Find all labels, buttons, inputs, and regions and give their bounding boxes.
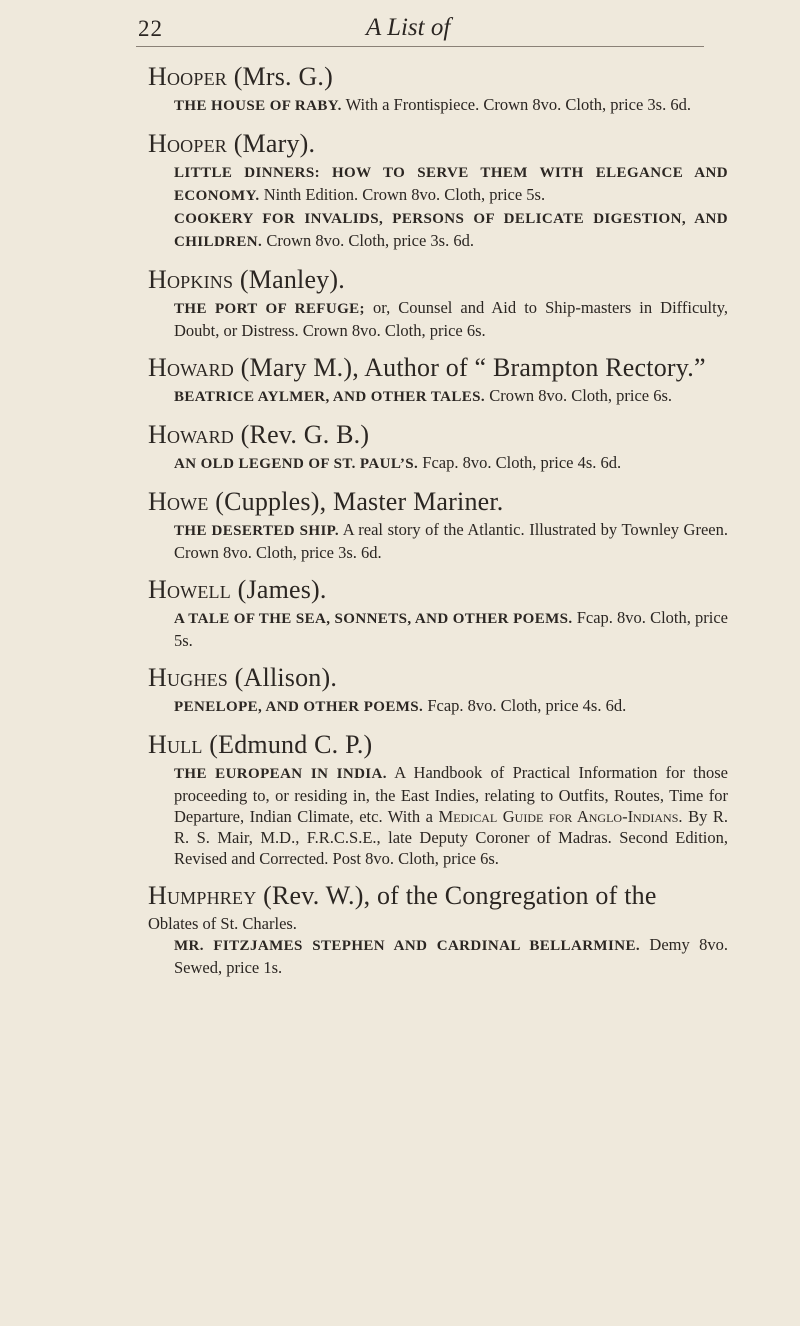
entry-hooper-mrs-g: [148, 60, 728, 117]
entry-humphrey: [148, 879, 728, 978]
author-name: Howell: [148, 575, 231, 604]
author-heading: [148, 485, 728, 519]
author-heading: [148, 418, 728, 452]
book-title: THE DESERTED SHIP.: [174, 523, 340, 539]
book-listing: [174, 762, 728, 869]
author-heading: [148, 351, 728, 385]
book-title: AN OLD LEGEND OF ST. PAUL’S.: [174, 456, 419, 472]
book-listing: [174, 207, 728, 253]
book-listing: [174, 452, 728, 475]
author-heading: [148, 728, 728, 762]
book-details: Demy 8vo. Sewed, price 1s.: [174, 935, 728, 977]
book-listing: [174, 385, 728, 408]
author-qualifier: (Cupples), Master Mariner.: [208, 487, 504, 516]
author-name: Hooper: [148, 62, 227, 91]
book-listing: [174, 519, 728, 563]
book-details: Fcap. 8vo. Cloth, price 4s. 6d.: [423, 696, 627, 715]
author-name: Hughes: [148, 663, 228, 692]
author-name: Hooper: [148, 129, 227, 158]
book-listing: [174, 695, 728, 718]
guide-title: Medical Guide for Anglo-Indians.: [438, 807, 683, 826]
author-heading: [148, 573, 728, 607]
book-title: BEATRICE AYLMER, AND OTHER TALES.: [174, 389, 486, 405]
entry-howard-mary: [148, 351, 728, 408]
author-qualifier: (Edmund C. P.): [202, 730, 373, 759]
book-details: Crown 8vo. Cloth, price 3s. 6d.: [262, 231, 474, 250]
author-qualifier: (James).: [230, 575, 327, 604]
book-title: PENELOPE, AND OTHER POEMS.: [174, 699, 424, 715]
book-listing: [174, 94, 728, 117]
running-title: A List of: [366, 14, 451, 41]
book-details: A real story of the Atlantic. Illustrated by Townley Green. Crown 8vo. Cloth, price 3s. 6d.: [174, 520, 728, 562]
book-details: Fcap. 8vo. Cloth, price 5s.: [174, 608, 728, 650]
entry-howard-rev: [148, 418, 728, 475]
author-heading: [148, 661, 728, 695]
book-listing: [174, 607, 728, 651]
book-details: Ninth Edition. Crown 8vo. Cloth, price 5s.: [259, 185, 546, 204]
entry-hughes: [148, 661, 728, 718]
book-title: A TALE OF THE SEA, SONNETS, AND OTHER POEMS.: [174, 611, 573, 627]
author-heading: [148, 879, 728, 913]
author-name: Hopkins: [148, 265, 234, 294]
author-heading: [148, 127, 728, 161]
running-head: [136, 10, 704, 47]
author-heading: [148, 60, 728, 94]
author-qualifier: (Rev. G. B.): [233, 420, 370, 449]
author-name: Hull: [148, 730, 203, 759]
book-title: LITTLE DINNERS: HOW TO SERVE THEM WITH ELEGANCE AND ECONOMY.: [174, 165, 728, 204]
author-qualifier: (Mary).: [227, 129, 316, 158]
book-listing: [174, 934, 728, 978]
author-name: Humphrey: [148, 881, 257, 910]
book-title: THE HOUSE OF RABY.: [174, 98, 342, 114]
author-name: Howard: [148, 420, 234, 449]
author-name: Howe: [148, 487, 209, 516]
book-details: With a Frontispiece. Crown 8vo. Cloth, price 3s. 6d.: [341, 95, 691, 114]
entry-howell: [148, 573, 728, 651]
catalogue-entries: [148, 60, 728, 988]
entry-hooper-mary: [148, 127, 728, 253]
book-title: THE EUROPEAN IN INDIA.: [174, 766, 387, 782]
author-qualifier: (Mrs. G.): [227, 62, 333, 91]
book-title: COOKERY FOR INVALIDS, PERSONS OF DELICATE DIGESTION, AND CHILDREN.: [174, 211, 728, 250]
author-qualifier: (Manley).: [233, 265, 345, 294]
entry-hull: [148, 728, 728, 869]
book-title: THE PORT OF REFUGE;: [174, 301, 365, 317]
book-details-continued: By R. R. S. Mair, M.D., F.R.C.S.E., late Deputy Coroner of Madras. Second Edition, Revised and Corrected. Post 8vo. Cloth, price 6s.: [174, 807, 728, 868]
entry-howe: [148, 485, 728, 563]
author-qualifier: (Rev. W.), of the Congregation of the: [256, 881, 657, 910]
book-listing: [174, 297, 728, 341]
author-subline: Oblates of St. Charles.: [148, 914, 297, 933]
book-details: Fcap. 8vo. Cloth, price 4s. 6d.: [418, 453, 622, 472]
entry-hopkins: [148, 263, 728, 341]
book-title: MR. FITZJAMES STEPHEN AND CARDINAL BELLARMINE.: [174, 938, 641, 954]
book-details: A Handbook of Practical Information for those proceeding to, or residing in, the East Indies, relating to Outfits, Routes, Time for Departure, Indian Climate, etc. With a: [174, 763, 728, 826]
author-name: Howard: [148, 353, 234, 382]
book-details: or, Counsel and Aid to Ship-masters in Difficulty, Doubt, or Distress. Crown 8vo. Cloth, price 6s.: [174, 298, 729, 340]
book-details: Crown 8vo. Cloth, price 6s.: [485, 386, 673, 405]
page-number: 22: [138, 16, 163, 41]
book-listing: [174, 161, 728, 207]
author-qualifier: (Allison).: [227, 663, 338, 692]
author-heading: [148, 263, 728, 297]
author-qualifier: (Mary M.), Author of “ Brampton Rectory.”: [233, 353, 706, 382]
